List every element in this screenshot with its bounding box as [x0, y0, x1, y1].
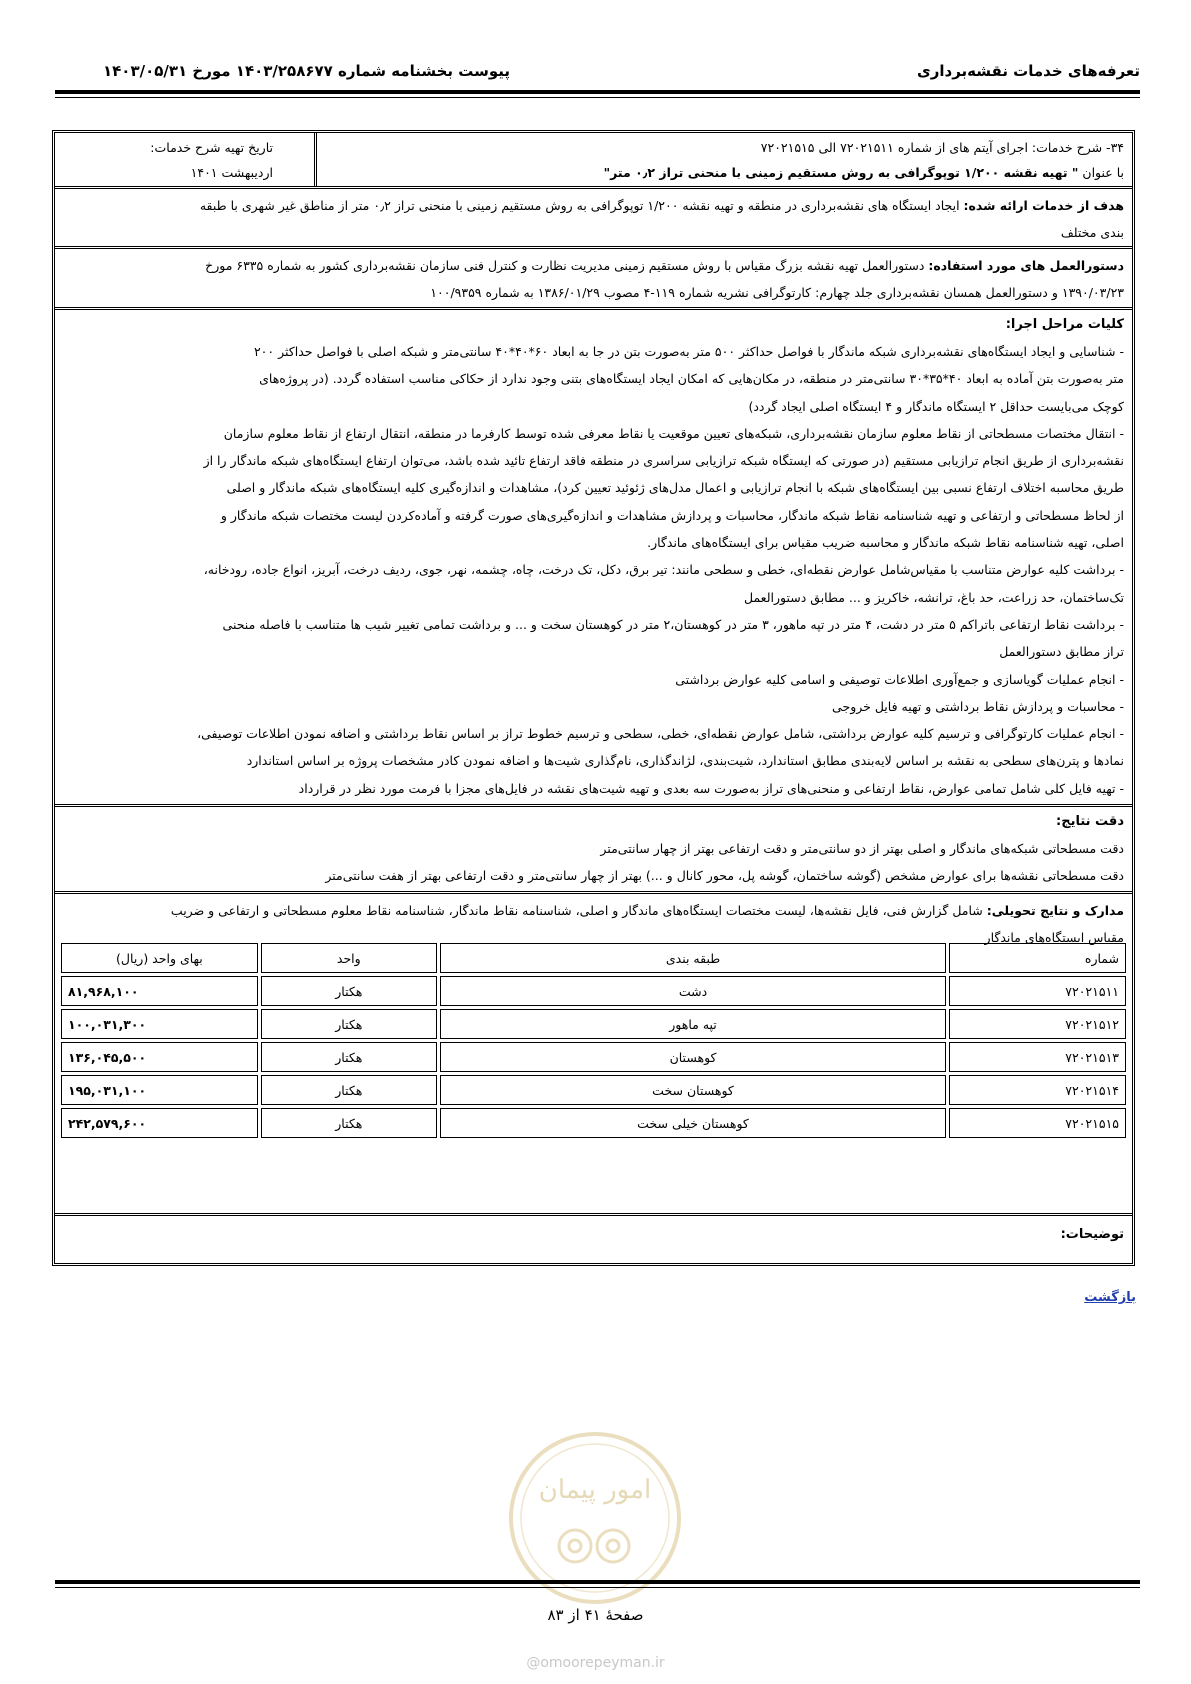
deliverables-line-1	[63, 897, 1124, 924]
footer-rule-thin	[55, 1587, 1140, 1588]
deliverables-text: شامل گزارش فنی، فایل نقشه‌ها، لیست مختصات ایستگاه‌های ماندگار و اصلی، شناسنامه نقاط ماندگار، شناسنامه نقاط معلوم مسطحاتی و ارتفاعی و ضریب	[170, 903, 987, 918]
row-class: دشت	[440, 976, 947, 1006]
row-class: کوهستان خیلی سخت	[440, 1108, 947, 1138]
instructions-line-2: ۱۳۹۰/۰۳/۲۳ و دستورالعمل همسان نقشه‌برداری جلد چهارم: کارتوگرافی نشریه شماره ۱۱۹-۴ مصوب ۱۳۸۶/۰۱/۲۹ به شماره ۱۰۰/۹۳۵۹	[430, 285, 1124, 301]
accuracy-title: دقت نتایج:	[1056, 814, 1124, 829]
service-line-2	[317, 160, 1132, 185]
header-unit: واحد	[261, 943, 437, 973]
goal-section	[55, 189, 1132, 249]
service-header-section	[55, 133, 1132, 189]
back-link[interactable]: بازگشت	[1084, 1290, 1136, 1305]
row-price: ۲۴۲,۵۷۹,۶۰۰	[61, 1108, 258, 1138]
accuracy-line: دقت مسطحاتی شبکه‌های ماندگار و اصلی بهتر از دو سانتی‌متر و دقت ارتفاعی بهتر از چهار سانتی‌متر	[600, 841, 1124, 856]
row-code: ۷۲۰۲۱۵۱۳	[949, 1042, 1126, 1072]
date-label: تاریخ تهیه شرح خدمات:	[150, 140, 273, 155]
steps-line: - انجام عملیات کارتوگرافی و ترسیم کلیه عوارض برداشتی، شامل عوارض نقطه‌ای، خطی، سطحی و ترسیم خطوط تراز بر اساس نقاط برداشتی و اضافه نمودن اطلاعات توصیفی،	[197, 726, 1124, 742]
accuracy-line: دقت مسطحاتی نقشه‌ها برای عوارض مشخص (گوشه ساختمان، گوشه پل، محور کانال و ...) بهتر از چهار سانتی‌متر و دقت ارتفاعی بهتر از هفت سانتی‌متر	[325, 868, 1124, 884]
row-unit: هکتار	[261, 1075, 437, 1105]
date-value: اردیبهشت ۱۴۰۱	[190, 165, 273, 180]
table-row	[61, 1108, 1126, 1138]
steps-line: نقشه‌برداری از طریق انجام ترازیابی مستقیم (در صورتی که ایستگاه شبکه ترازیابی سراسری در منطقه فاقد ارتفاع تائید شده باشد، می‌توان ارتفاع ایستگاه‌های شبکه ماندگار را از	[203, 453, 1124, 469]
attachment-reference: پیوست بخشنامه شماره ۱۴۰۳/۲۵۸۶۷۷ مورخ ۱۴۰۳/۰۵/۳۱	[103, 62, 511, 80]
table-row	[61, 976, 1126, 1006]
document-title: تعرفه‌های خدمات نقشه‌برداری	[916, 62, 1140, 80]
row-code: ۷۲۰۲۱۵۱۲	[949, 1009, 1126, 1039]
header-code: شماره	[949, 943, 1126, 973]
service-line-1: ۳۴- شرح خدمات: اجرای آیتم های از شماره ۷۲۰۲۱۵۱۱ الی ۷۲۰۲۱۵۱۵	[760, 140, 1124, 155]
rates-header-row	[61, 943, 1126, 973]
steps-line: - برداشت نقاط ارتفاعی باتراکم ۵ متر در دشت، ۴ متر در تپه ماهور، ۳ متر در کوهستان،۲ متر در کوهستان سخت و ... و برداشت تمامی تغییر شیب ها متناسب با فاصله منحنی	[222, 616, 1124, 632]
instructions-label: دستورالعمل های مورد استفاده:	[928, 258, 1124, 273]
row-class: تپه ماهور	[440, 1009, 947, 1039]
row-unit: هکتار	[261, 1009, 437, 1039]
steps-title: کلیات مراحل اجرا:	[1005, 317, 1124, 332]
watermark-url	[0, 1655, 1191, 1671]
steps-line: کوچک می‌بایست حداقل ۲ ایستگاه ماندگار و ۴ ایستگاه اصلی ایجاد گردد)	[748, 398, 1124, 414]
header-class: طبقه بندی	[440, 943, 947, 973]
row-code: ۷۲۰۲۱۵۱۴	[949, 1075, 1126, 1105]
row-unit: هکتار	[261, 976, 437, 1006]
goal-text: ایجاد ایستگاه های نقشه‌برداری در منطقه و تهیه نقشه ۱/۲۰۰ توپوگرافی به روش مستقیم زمینی با منحنی تراز ۰٫۲ متر از مناطق غیر شهری با طبقه	[199, 198, 964, 213]
steps-line: - انجام عملیات گویاسازی و جمع‌آوری اطلاعات توصیفی و اسامی کلیه عوارض برداشتی	[675, 671, 1124, 687]
seal-text: امور پیمان	[538, 1475, 652, 1505]
service-title: " تهیه نقشه ۱/۲۰۰ توپوگرافی به روش مستقیم زمینی با منحنی تراز ۰٫۲ متر"	[603, 165, 1079, 180]
header-price: بهای واحد (ریال)	[61, 943, 258, 973]
instructions-section	[55, 249, 1132, 310]
row-price: ۸۱,۹۶۸,۱۰۰	[61, 976, 258, 1006]
steps-line: - برداشت کلیه عوارض متناسب با مقیاس‌شامل عوارض نقطه‌ای، خطی و سطحی مانند: تیر برق، دکل، تک درخت، چاه، چشمه، نهر، جوی، ردیف درخت، آبریز، انواع جاده، رودخانه،	[203, 562, 1124, 578]
page-number: صفحهٔ ۴۱ از ۸۳	[547, 1606, 644, 1624]
notes-section	[55, 1213, 1132, 1263]
table-row	[61, 1009, 1126, 1039]
row-price: ۱۰۰,۰۳۱,۳۰۰	[61, 1009, 258, 1039]
row-class: کوهستان	[440, 1042, 947, 1072]
header-rule-thick	[55, 90, 1140, 94]
row-unit: هکتار	[261, 1108, 437, 1138]
row-class: کوهستان سخت	[440, 1075, 947, 1105]
steps-line: - شناسایی و ایجاد ایستگاه‌های نقشه‌برداری شبکه ماندگار با فواصل حداکثر ۵۰۰ متر به‌صورت بتن در جا به ابعاد ۶۰*۴۰*۴۰ سانتی‌متر و شبکه اصلی با فواصل حداکثر ۲۰۰	[253, 344, 1124, 359]
footer-rule-thick	[55, 1580, 1140, 1584]
service-date-cell	[55, 133, 281, 186]
steps-section	[55, 310, 1132, 807]
instructions-line-1	[63, 252, 1124, 279]
row-unit: هکتار	[261, 1042, 437, 1072]
instructions-text: دستورالعمل تهیه نقشه بزرگ مقیاس با روش مستقیم زمینی مدیریت نظارت و کنترل فنی سازمان نقشه‌برداری کشور به شماره ۶۳۳۵ مورخ	[205, 258, 929, 273]
steps-line: تراز مطابق دستورالعمل	[999, 644, 1124, 660]
table-row	[61, 1042, 1126, 1072]
table-row	[61, 1075, 1126, 1105]
steps-line: طریق محاسبه اختلاف ارتفاع نسبی بین ایستگاه‌های شبکه با انجام ترازیابی و اعمال مدل‌های ژئوئید تعیین کرد)، مشاهدات و اندازه‌گیری کلیه ایستگاه‌های شبکه ماندگار و اصلی	[226, 480, 1124, 496]
steps-line: نمادها و پترن‌های سطحی به نقشه بر اساس لایه‌بندی مطابق استاندارد، شیت‌بندی، لژاندگذاری، نام‌گذاری شیت‌ها و اضافه نمودن کادر مشخصات پروژه بر اساس استاندارد	[246, 753, 1124, 769]
steps-line: متر به‌صورت بتن آماده به ابعاد ۴۰*۳۵*۳۰ سانتی‌متر در منطقه، در مکان‌هایی که امکان ایجاد ایستگاه‌های بتنی وجود ندارد از حکاکی مناسب استفاده گردد. (در پروژه‌های	[259, 371, 1124, 387]
steps-line: - انتقال مختصات مسطحاتی از نقاط معلوم سازمان نقشه‌برداری، شبکه‌های تعیین موقعیت یا نقاط معرفی شده توسط کارفرما در منطقه، انتقال ارتفاع از نقاط معلوم سازمان	[223, 425, 1124, 441]
steps-line: تک‌ساختمان، حد زراعت، حد باغ، ترانشه، خاکریز و ... مطابق دستورالعمل	[743, 589, 1124, 605]
goal-line-2: بندی مختلف	[1060, 225, 1124, 241]
watermark-url-text: omoorepeyman.ir	[540, 1655, 665, 1671]
service-description-cell	[314, 133, 1132, 186]
row-code: ۷۲۰۲۱۵۱۵	[949, 1108, 1126, 1138]
deliverables-line-2: مقیاس ایستگاه‌های ماندگار	[984, 930, 1124, 946]
accuracy-list	[55, 835, 1132, 890]
notes-title: توضیحات:	[1060, 1227, 1124, 1242]
row-price: ۱۹۵,۰۳۱,۱۰۰	[61, 1075, 258, 1105]
rates-table	[58, 940, 1129, 1141]
page-header	[55, 58, 1140, 90]
at-icon: @	[526, 1655, 541, 1671]
deliverables-label: مدارک و نتایج تحویلی:	[986, 903, 1124, 918]
row-price: ۱۳۶,۰۴۵,۵۰۰	[61, 1042, 258, 1072]
service-title-prefix: با عنوان	[1078, 165, 1124, 180]
steps-line: اصلی، تهیه شناسنامه نقاط شبکه ماندگار و محاسبه ضریب مقیاس برای ایستگاه‌های ماندگار.	[647, 535, 1124, 551]
row-code: ۷۲۰۲۱۵۱۱	[949, 976, 1126, 1006]
steps-line: - تهیه فایل کلی شامل تمامی عوارض، نقاط ارتفاعی و منحنی‌های تراز به‌صورت سه بعدی و تهیه شیت‌های نقشه در فایل‌های مجزا با فرمت مورد نظر در قرارداد	[298, 780, 1124, 796]
steps-line: - محاسبات و پردازش نقاط برداشتی و تهیه فایل خروجی	[832, 698, 1124, 714]
accuracy-section	[55, 807, 1132, 894]
steps-line: از لحاظ مسطحاتی و ارتفاعی و تهیه شناسنامه نقاط شبکه ماندگار، محاسبات و پردازش مشاهدات و اندازه‌گیری‌های صورت گرفته و آماده‌کردن لیست مختصات شبکه ماندگار و	[220, 507, 1124, 523]
goal-label: هدف از خدمات ارائه شده:	[963, 198, 1124, 213]
steps-list	[55, 338, 1132, 802]
header-rule-thin	[55, 97, 1140, 98]
service-frame	[52, 130, 1135, 1266]
goal-line-1	[63, 192, 1124, 219]
